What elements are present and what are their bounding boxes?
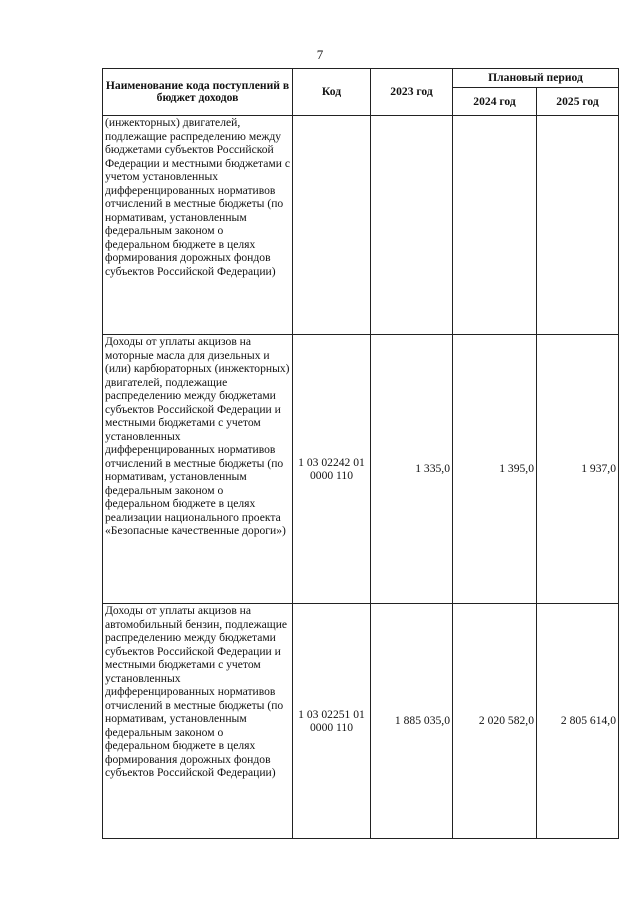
table-row: [103, 116, 619, 335]
row-name: Доходы от уплаты акцизов на моторные масла для дизельных и (или) карбюраторных (инжекторных) двигателей, подлежащие распределению между бюджетами субъектов Российской Федерации и местными бюджетами с учетом установленных дифференцированных нормативов отчислений в местные бюджеты (по нормативам, установленным федеральным законом о федеральном бюджете в целях реализации национального проекта «Безопасные качественные дороги»): [103, 335, 293, 604]
header-2025: 2025 год: [537, 88, 619, 116]
row-2023: 1 885 035,0: [371, 604, 453, 839]
row-name: Доходы от уплаты акцизов на автомобильный бензин, подлежащие распределению между бюджетами субъектов Российской Федерации и местными бюджетами с учетом установленных дифференцированных нормативов отчислений в местные бюджеты (по нормативам, установленным федеральным законом о федеральном бюджете в целях формирования дорожных фондов субъектов Российской Федерации): [103, 604, 293, 839]
header-name: Наименование кода поступлений в бюджет доходов: [103, 69, 293, 116]
table-row: [103, 335, 619, 604]
row-2025: [537, 116, 619, 335]
row-name: (инжекторных) двигателей, подлежащие распределению между бюджетами субъектов Российской Федерации и местными бюджетами с учетом установленных дифференцированных нормативов отчислений в местные бюджеты (по нормативам, установленным федеральным законом о федеральном бюджете в целях формирования дорожных фондов субъектов Российской Федерации): [103, 116, 293, 335]
row-code: [293, 116, 371, 335]
row-2025: 1 937,0: [537, 335, 619, 604]
row-code: 1 03 02251 01 0000 110: [293, 604, 371, 839]
budget-revenue-table: [102, 68, 619, 839]
page-number: 7: [316, 47, 324, 62]
header-code: Код: [293, 69, 371, 116]
row-2025: 2 805 614,0: [537, 604, 619, 839]
row-2024: 2 020 582,0: [453, 604, 537, 839]
header-plan-period: Плановый период: [453, 69, 619, 88]
row-2023: 1 335,0: [371, 335, 453, 604]
header-2023: 2023 год: [371, 69, 453, 116]
header-2024: 2024 год: [453, 88, 537, 116]
row-2023: [371, 116, 453, 335]
row-2024: [453, 116, 537, 335]
row-code: 1 03 02242 01 0000 110: [293, 335, 371, 604]
table-row: [103, 604, 619, 839]
row-2024: 1 395,0: [453, 335, 537, 604]
